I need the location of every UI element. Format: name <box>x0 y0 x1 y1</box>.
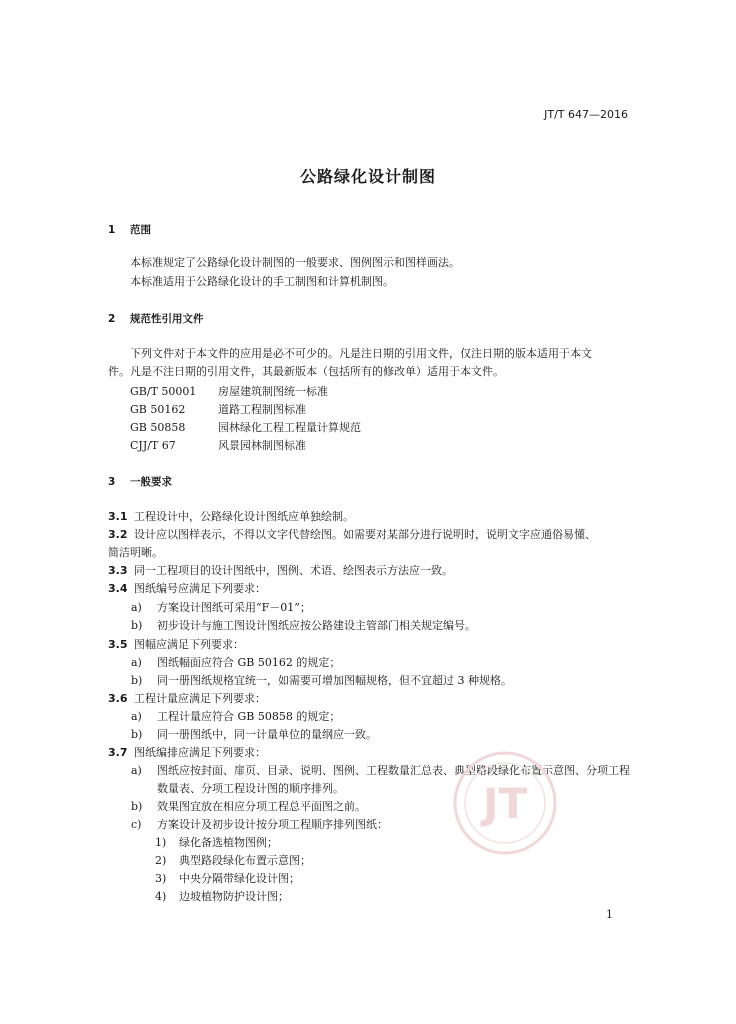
list-item <box>131 726 377 742</box>
list-marker: b) <box>131 800 143 813</box>
clause-number: 3.1 <box>108 510 128 523</box>
standard-code: JT/T 647—2016 <box>544 108 628 121</box>
sub-list-item <box>155 870 300 886</box>
clause-number: 3.5 <box>108 638 128 651</box>
clause-text: 工程计量应满足下列要求： <box>134 692 266 705</box>
section-1-title: 范围 <box>130 224 151 236</box>
reference-item <box>130 401 306 417</box>
clause-number: 3.2 <box>108 528 128 541</box>
list-item <box>131 599 311 615</box>
list-text: 效果图宜放在相应分项工程总平面图之前。 <box>157 800 366 813</box>
clause-number: 3.7 <box>108 746 128 759</box>
clause-number: 3.3 <box>108 564 128 577</box>
reference-title: 风景园林制图标准 <box>218 439 306 452</box>
list-item <box>131 654 340 670</box>
watermark-text: JT <box>482 779 528 828</box>
list-text: 同一册图纸规格宜统一，如需要可增加图幅规格，但不宜超过 3 种规格。 <box>157 674 512 687</box>
sub-list-item <box>155 834 278 850</box>
list-marker: b) <box>131 674 143 687</box>
list-marker: a) <box>131 764 142 777</box>
section-2-title: 规范性引用文件 <box>130 313 204 325</box>
reference-item <box>130 437 306 453</box>
page-number: 1 <box>606 908 613 921</box>
section-1-number: 1 <box>108 224 116 236</box>
list-item <box>131 617 476 633</box>
sub-list-text: 中央分隔带绿化设计图； <box>179 872 300 885</box>
list-marker: a) <box>131 601 142 614</box>
sub-list-text: 绿化备选植物图例； <box>179 836 278 849</box>
section-2-para-line-1: 下列文件对于本文件的应用是必不可少的。凡是注日期的引用文件，仅注日期的版本适用于本文 <box>130 347 592 360</box>
reference-title: 园林绿化工程工程量计算规范 <box>218 421 361 434</box>
list-item <box>131 708 340 724</box>
reference-title: 房屋建筑制图统一标准 <box>218 385 328 398</box>
clause-3-5 <box>108 636 244 652</box>
list-item <box>131 798 366 814</box>
sub-list-text: 典型路段绿化布置示意图； <box>179 854 311 867</box>
list-text: 方案设计图纸可采用“F－01”； <box>157 601 311 614</box>
list-text: 工程计量应符合 GB 50858 的规定； <box>157 710 341 723</box>
clause-3-4 <box>108 580 266 596</box>
clause-3-2-continuation: 简洁明晰。 <box>108 546 163 559</box>
clause-3-3 <box>108 562 453 578</box>
sub-list-marker: 1) <box>155 836 167 849</box>
list-text: 方案设计及初步设计按分项工程顺序排列图纸： <box>157 818 388 831</box>
list-marker: b) <box>131 619 143 632</box>
section-3-title: 一般要求 <box>130 476 172 488</box>
sub-list-item <box>155 888 289 904</box>
reference-code: GB 50162 <box>130 403 186 416</box>
section-2-heading <box>108 311 204 326</box>
clause-3-1 <box>108 508 354 524</box>
list-marker: b) <box>131 728 143 741</box>
reference-code: GB 50858 <box>130 421 186 434</box>
list-text: 初步设计与施工图设计图纸应按公路建设主管部门相关规定编号。 <box>157 619 476 632</box>
section-2-number: 2 <box>108 313 116 325</box>
sub-list-marker: 3) <box>155 872 167 885</box>
section-3-number: 3 <box>108 476 116 488</box>
clause-text: 同一工程项目的设计图纸中，图例、术语、绘图表示方法应一致。 <box>134 564 453 577</box>
clause-number: 3.4 <box>108 582 128 595</box>
reference-title: 道路工程制图标准 <box>218 403 306 416</box>
list-text: 同一册图纸中，同一计量单位的量纲应一致。 <box>157 728 377 741</box>
sub-list-marker: 2) <box>155 854 167 867</box>
clause-3-2 <box>108 526 596 542</box>
section-3-heading <box>108 474 172 489</box>
reference-code: GB/T 50001 <box>130 385 197 398</box>
clause-3-7 <box>108 744 266 760</box>
jt-watermark-logo <box>450 748 560 858</box>
list-text: 图纸应按封面、扉页、目录、说明、图例、工程数量汇总表、典型路段绿化布置示意图、分项工程 <box>157 764 630 777</box>
list-item-continuation: 数量表、分项工程设计图的顺序排列。 <box>157 782 344 795</box>
list-item <box>131 672 512 688</box>
clause-text: 图幅应满足下列要求： <box>134 638 244 651</box>
clause-text: 设计应以图样表示，不得以文字代替绘图。如需要对某部分进行说明时，说明文字应通俗易懂、 <box>134 528 596 541</box>
list-item <box>131 816 388 832</box>
sub-list-text: 边坡植物防护设计图； <box>179 890 289 903</box>
section-1-para-1: 本标准规定了公路绿化设计制图的一般要求、图例图示和图样画法。 <box>130 256 460 269</box>
reference-code: CJJ/T 67 <box>130 439 176 452</box>
clause-number: 3.6 <box>108 692 128 705</box>
list-marker: c) <box>131 818 142 831</box>
section-1-heading <box>108 222 151 237</box>
sub-list-marker: 4) <box>155 890 167 903</box>
clause-text: 图纸编号应满足下列要求： <box>134 582 266 595</box>
section-2-para-line-2: 件。凡是不注日期的引用文件，其最新版本（包括所有的修改单）适用于本文件。 <box>108 365 504 378</box>
reference-item <box>130 383 328 399</box>
clause-text: 图纸编排应满足下列要求： <box>134 746 266 759</box>
reference-item <box>130 419 361 435</box>
clause-text: 工程设计中，公路绿化设计图纸应单独绘制。 <box>134 510 354 523</box>
clause-3-6 <box>108 690 266 706</box>
list-marker: a) <box>131 656 142 669</box>
list-marker: a) <box>131 710 142 723</box>
sub-list-item <box>155 852 311 868</box>
document-title: 公路绿化设计制图 <box>299 167 436 186</box>
section-1-para-2: 本标准适用于公路绿化设计的手工制图和计算机制图。 <box>130 275 394 288</box>
list-text: 图纸幅面应符合 GB 50162 的规定； <box>157 656 341 669</box>
